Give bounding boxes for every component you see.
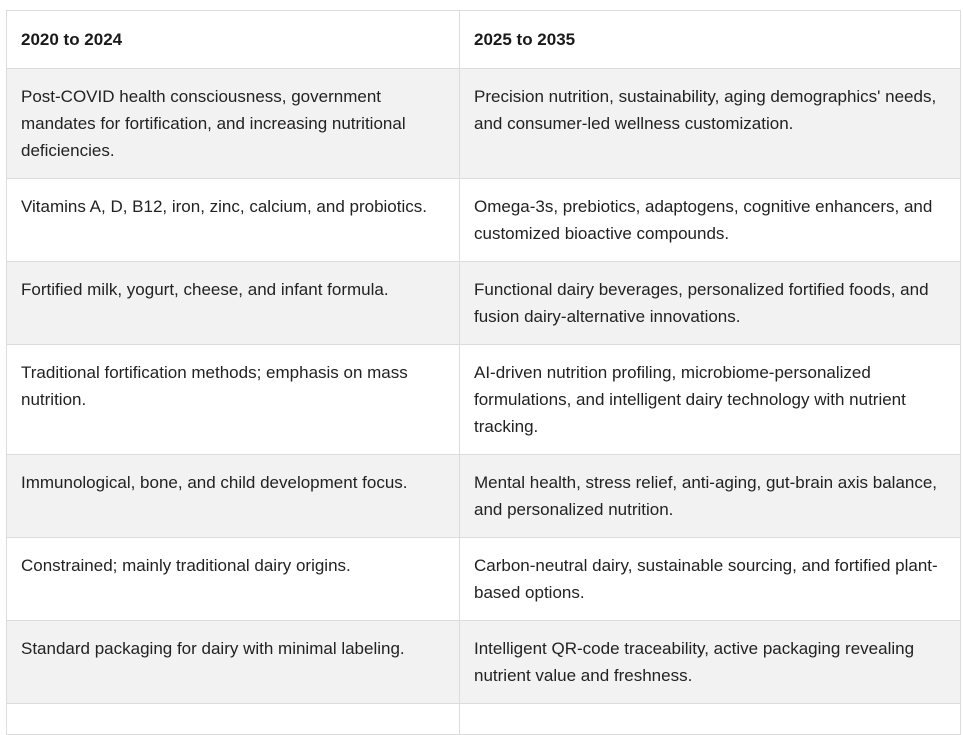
table-row [7,262,961,345]
table-row [7,621,961,704]
table-cell-2020-2024: Immunological, bone, and child development focus. [7,455,460,538]
comparison-table-container [6,10,960,735]
table-cell-2020-2024: Vitamins A, D, B12, iron, zinc, calcium, and probiotics. [7,179,460,262]
table-cell-2020-2024: Constrained; mainly traditional dairy origins. [7,538,460,621]
table-row [7,455,961,538]
table-cell-empty [460,704,961,735]
table-row [7,69,961,179]
table-cell-2020-2024: Post-COVID health consciousness, government mandates for fortification, and increasing nutritional deficiencies. [7,69,460,179]
table-cell-2020-2024: Standard packaging for dairy with minimal labeling. [7,621,460,704]
table-cell-2025-2035: AI-driven nutrition profiling, microbiome-personalized formulations, and intelligent dairy technology with nutrient tracking. [460,345,961,455]
table-cell-2020-2024: Traditional fortification methods; emphasis on mass nutrition. [7,345,460,455]
table-cell-empty [7,704,460,735]
table-cell-2025-2035: Carbon-neutral dairy, sustainable sourcing, and fortified plant-based options. [460,538,961,621]
table-header-row [7,11,961,69]
table-row [7,179,961,262]
table-row [7,538,961,621]
table-cell-2025-2035: Intelligent QR-code traceability, active packaging revealing nutrient value and freshness. [460,621,961,704]
table-cell-2025-2035: Mental health, stress relief, anti-aging, gut-brain axis balance, and personalized nutrition. [460,455,961,538]
table-cell-2025-2035: Omega-3s, prebiotics, adaptogens, cognitive enhancers, and customized bioactive compounds. [460,179,961,262]
table-cell-2020-2024: Fortified milk, yogurt, cheese, and infant formula. [7,262,460,345]
table-cell-2025-2035: Precision nutrition, sustainability, aging demographics' needs, and consumer-led wellness customization. [460,69,961,179]
table-cell-2025-2035: Functional dairy beverages, personalized fortified foods, and fusion dairy-alternative innovations. [460,262,961,345]
column-header-2020-2024: 2020 to 2024 [7,11,460,69]
table-row-partial [7,704,961,735]
table-row [7,345,961,455]
comparison-table [6,10,961,735]
column-header-2025-2035: 2025 to 2035 [460,11,961,69]
